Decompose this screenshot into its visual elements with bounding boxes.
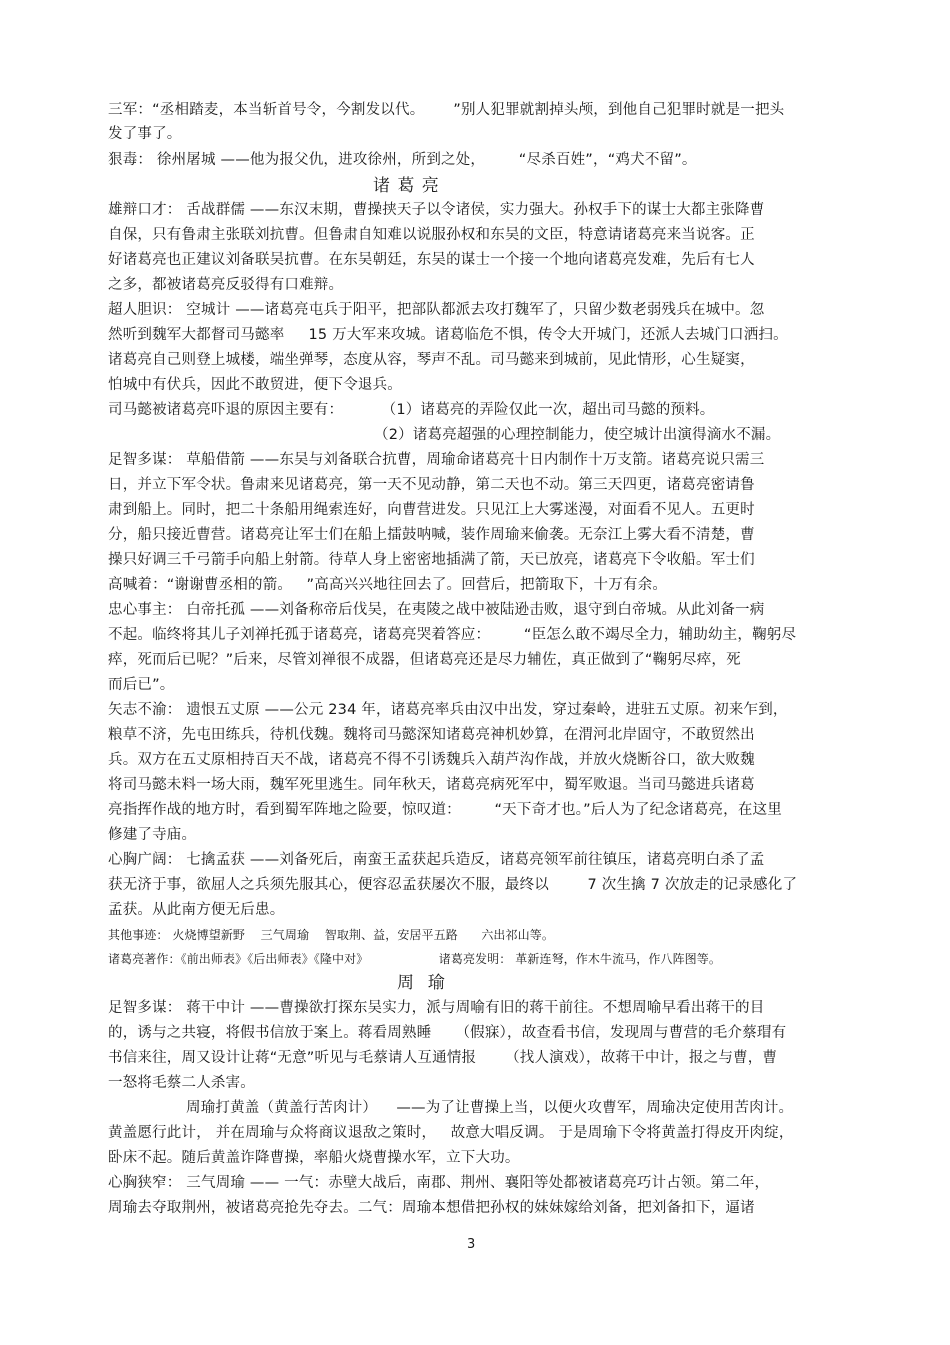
text-line: 好诸葛亮也正建议刘备联吴抗曹。在东吴朝廷，东吴的谋士一个接一个地向诸葛亮发难，先后有七人 xyxy=(108,252,755,268)
text-line: 粮草不济，先屯田练兵，待机伐魏。魏将司马懿深知诸葛亮神机妙算，在渭河北岸固守，不敢贸然出 xyxy=(108,727,755,743)
section-heading-zhou-yu: 周 瑜 xyxy=(397,973,446,993)
text-line: 足智多谋： 草船借箭 ——东吴与刘备联合抗曹，周瑜命诸葛亮十日内制作十万支箭。诸葛亮说只需三 xyxy=(108,452,765,468)
text-line: 肃到船上。同时，把二十条船用绳索连好，向曹营进发。只见江上大雾迷漫，对面看不见人。五更时 xyxy=(108,502,755,518)
works-inventions-line: 诸葛亮著作：《前出师表》《后出师表》《隆中对》 诸葛亮发明： 革新连弩，作木牛流马，作八阵图等。 xyxy=(108,952,721,966)
text-line: （2）诸葛亮超强的心理控制能力，使空城计出演得滴水不漏。 xyxy=(374,427,781,443)
text-line: 获无济于事，欲屈人之兵须先服其心，便容忍孟获屡次不服，最终以 7 次生擒 7 次放走的记录感化了 xyxy=(108,877,798,893)
text-line: 发了事了。 xyxy=(108,126,182,142)
text-line: 孟获。从此南方便无后患。 xyxy=(108,902,285,918)
text-line: 一怒将毛蔡二人杀害。 xyxy=(108,1075,255,1091)
text-line: 黄盖愿行此计， 并在周瑜与众将商议退敌之策时， 故意大唱反调。 于是周瑜下令将黄盖打得皮开肉绽， xyxy=(108,1125,794,1141)
text-line: 足智多谋： 蒋干中计 ——曹操欲打探东吴实力，派与周喻有旧的蒋干前往。不想周喻早看出蒋干的目 xyxy=(108,1000,765,1016)
text-line: 忠心事主： 白帝托孤 ——刘备称帝后伐吴，在夷陵之战中被陆逊击败，退守到白帝城。从此刘备一病 xyxy=(108,602,765,618)
text-line: 周瑜去夺取荆州，被诸葛亮抢先夺去。二气：周瑜本想借把孙权的妹妹嫁给刘备，把刘备扣下，逼诸 xyxy=(108,1200,755,1216)
page-number: 3 xyxy=(467,1237,476,1252)
text-line: 操只好调三千弓箭手向船上射箭。待草人身上密密地插满了箭，天已放亮，诸葛亮下令收船。军士们 xyxy=(108,552,755,568)
text-line: 三军：“丞相踏麦，本当斩首号令，今割发以代。 ”别人犯罪就割掉头颅，到他自己犯罪时就是一把头 xyxy=(108,102,785,118)
text-line: 修建了寺庙。 xyxy=(108,827,197,843)
text-line: 的，诱与之共寝，将假书信放于案上。蒋看周熟睡 （假寐），故查看书信，发现周与曹营的毛介蔡瑁有 xyxy=(108,1025,787,1041)
text-line: 兵。双方在五丈原相持百天不战，诸葛亮不得不引诱魏兵入葫芦沟作战，并放火烧断谷口，欲大败魏 xyxy=(108,752,755,768)
text-line: 日，并立下军令状。鲁肃来见诸葛亮，第一天不见动静，第二天也不动。第三天四更，诸葛亮密请鲁 xyxy=(108,477,755,493)
text-line: 分，船只接近曹营。诸葛亮让军士们在船上擂鼓呐喊，装作周瑜来偷袭。无奈江上雾大看不清楚，曹 xyxy=(108,527,755,543)
text-line: 然听到魏军大都督司马懿率 15 万大军来攻城。诸葛临危不惧，传令大开城门，还派人去城门口洒扫。 xyxy=(108,327,788,343)
text-line: 狠毒： 徐州屠城 ——他为报父仇，进攻徐州，所到之处， “尽杀百姓”，“鸡犬不留”。 xyxy=(108,152,697,168)
text-line: 周瑜打黄盖（黄盖行苦肉计） ——为了让曹操上当，以便火攻曹军，周瑜决定使用苦肉计。 xyxy=(186,1100,794,1116)
text-line: 高喊着：“谢谢曹丞相的箭。 ”高高兴兴地往回去了。回营后，把箭取下，十万有余。 xyxy=(108,577,668,593)
text-line: 怕城中有伏兵，因此不敢贸进，便下令退兵。 xyxy=(108,377,402,393)
text-line: 瘁，死而后已呢？”后来，尽管刘禅很不成器，但诸葛亮还是尽力辅佐，真正做到了“鞠躬尽瘁，死 xyxy=(108,652,741,668)
text-line: 矢志不渝： 遗恨五丈原 ——公元 234 年，诸葛亮率兵由汉中出发，穿过秦岭，进驻五丈原。初来乍到， xyxy=(108,702,788,718)
text-line: 将司马懿未料一场大雨，魏军死里逃生。同年秋天，诸葛亮病死军中，蜀军败退。当司马懿进兵诸葛 xyxy=(108,777,755,793)
text-line: 超人胆识： 空城计 ——诸葛亮屯兵于阳平，把部队都派去攻打魏军了，只留少数老弱残兵在城中。忽 xyxy=(108,302,765,318)
text-line: 不起。临终将其儿子刘禅托孤于诸葛亮，诸葛亮哭着答应： “臣怎么敢不竭尽全力，辅助幼主，鞠躬尽 xyxy=(108,627,797,643)
text-line: 卧床不起。随后黄盖诈降曹操，率船火烧曹操水军，立下大功。 xyxy=(108,1150,520,1166)
text-line: 自保，只有鲁肃主张联刘抗曹。但鲁肃自知难以说服孙权和东吴的文臣，特意请诸葛亮来当说客。正 xyxy=(108,227,755,243)
text-line: 而后已”。 xyxy=(108,677,175,693)
text-line: 之多，都被诸葛亮反驳得有口难辩。 xyxy=(108,277,344,293)
text-line: 亮指挥作战的地方时，看到蜀军阵地之险要，惊叹道： “天下奇才也。”后人为了纪念诸葛亮，在这里 xyxy=(108,802,782,818)
text-line: 司马懿被诸葛亮吓退的原因主要有： （1）诸葛亮的弄险仅此一次，超出司马懿的预料。 xyxy=(108,402,715,418)
text-line: 书信来往，周又设计让蒋“无意”听见与毛蔡请人互通情报 （找人演戏），故蒋干中计，报之与曹，曹 xyxy=(108,1050,778,1066)
section-heading-zhuge-liang: 诸 葛 亮 xyxy=(373,176,440,196)
text-line: 心胸狭窄： 三气周瑜 —— 一气：赤壁大战后，南郡、荆州、襄阳等处都被诸葛亮巧计占领。第二年， xyxy=(108,1175,770,1191)
other-deeds-line: 其他事迹： 火烧博望新野 三气周瑜 智取荆、益，安居平五路 六出祁山等。 xyxy=(108,928,554,942)
text-line: 雄辩口才： 舌战群儒 ——东汉末期，曹操挟天子以令诸侯，实力强大。孙权手下的谋士大都主张降曹 xyxy=(108,202,765,218)
text-line: 心胸广阔： 七擒孟获 ——刘备死后，南蛮王孟获起兵造反，诸葛亮领军前往镇压，诸葛亮明白杀了孟 xyxy=(108,852,765,868)
text-line: 诸葛亮自己则登上城楼，端坐弹琴，态度从容，琴声不乱。司马懿来到城前，见此情形，心生疑窦， xyxy=(108,352,755,368)
